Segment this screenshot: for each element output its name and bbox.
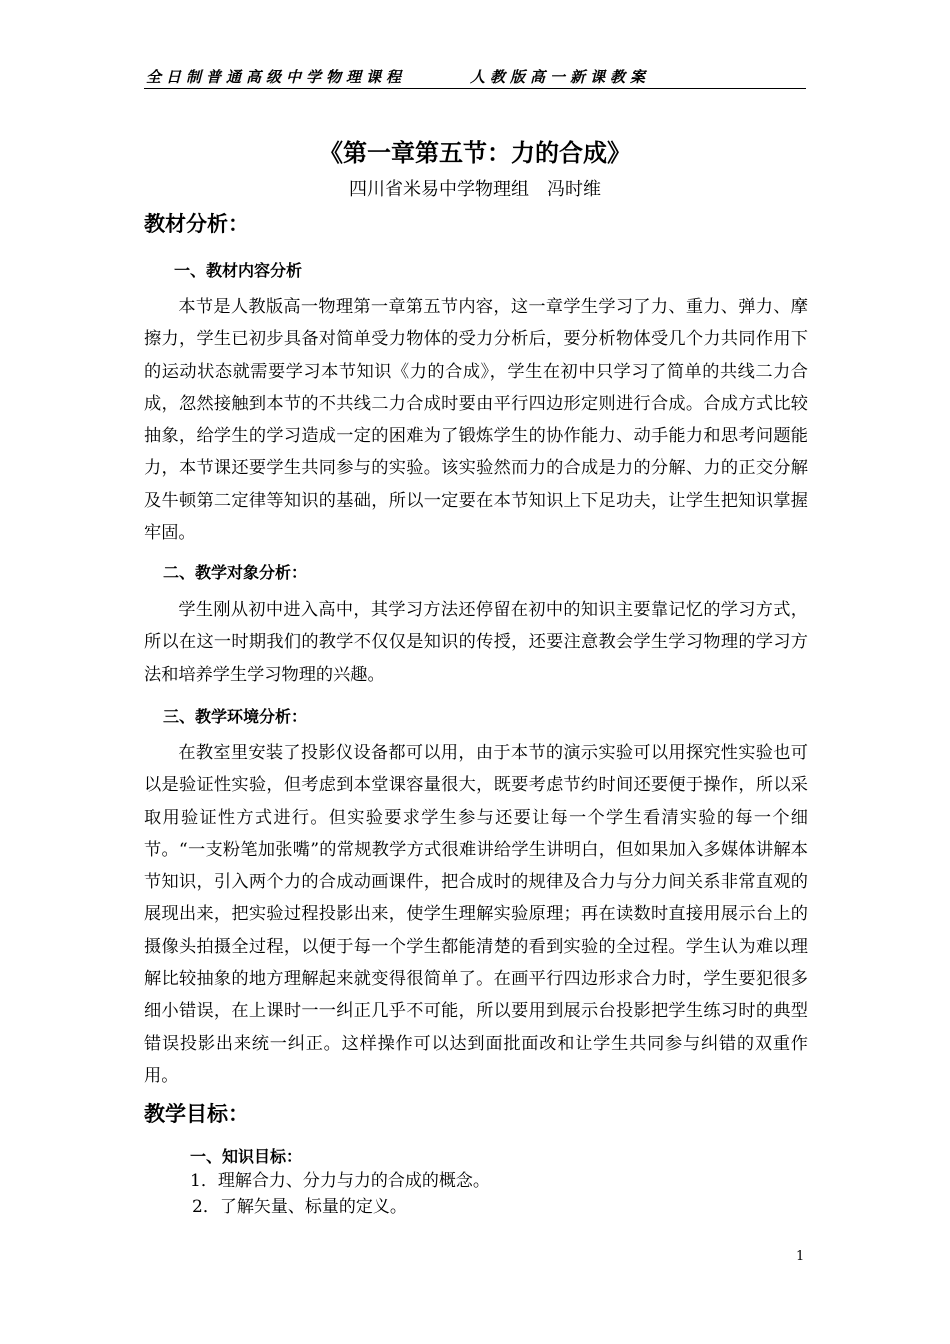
paragraph-content-analysis: 本节是人教版高一物理第一章第五节内容，这一章学生学习了力、重力、弹力、摩擦力，学生已初步具备对简单受力物体的受力分析后，要分析物体受几个力共同作用下的运动状态就需要学习本节知识《力的合成》，学生在初中只学习了简单的共线二力合成，忽然接触到本节的不共线二力合成时要由平行四边形定则进行合成。合成方式比较抽象，给学生的学习造成一定的困难为了锻炼学生的协作能力、动手能力和思考问题能力，本节课还要学生共同参与的实验。该实验然而力的合成是力的分解、力的正交分解及牛顿第二定律等知识的基础，所以一定要在本节知识上下足功夫，让学生把知识掌握牢固。: [144, 297, 808, 544]
header-course-name: 全日制普通高级中学物理课程: [146, 68, 407, 86]
subheading-environment-analysis: 三、教学环境分析：: [163, 707, 308, 726]
subheading-student-analysis: 二、教学对象分析：: [163, 563, 308, 582]
section-heading-teaching-goals: 教学目标：: [144, 1102, 249, 1126]
page-number: 1: [796, 1249, 805, 1264]
goal-item: 2．了解矢量、标量的定义。: [192, 1197, 407, 1217]
subheading-knowledge-goals: 一、知识目标：: [190, 1147, 303, 1166]
section-heading-textbook-analysis: 教材分析：: [144, 212, 249, 236]
document-title: 《第一章第五节：力的合成》: [319, 139, 631, 167]
author-line: 四川省米易中学物理组 冯时维: [349, 179, 601, 200]
paragraph-environment-analysis: 在教室里安装了投影仪设备都可以用，由于本节的演示实验可以用探究性实验也可以是验证性实验，但考虑到本堂课容量很大，既要考虑节约时间还要便于操作，所以采取用验证性方式进行。但实验要求学生参与还要让每一个学生看清实验的每一个细节。“一支粉笔加张嘴”的常规教学方式很难讲给学生讲明白，但如果加入多媒体讲解本节知识，引入两个力的合成动画课件，把合成时的规律及合力与分力间关系非常直观的展现出来，把实验过程投影出来，使学生理解实验原理；再在读数时直接用展示台上的摄像头拍摄全过程，以便于每一个学生都能清楚的看到实验的全过程。学生认为难以理解比较抽象的地方理解起来就变得很简单了。在画平行四边形求合力时，学生要犯很多细小错误，在上课时一一纠正几乎不可能，所以要用到展示台投影把学生练习时的典型错误投影出来统一纠正。这样操作可以达到面批面改和让学生共同参与纠错的双重作用。: [144, 743, 808, 1086]
header-edition: 人教版高一新课教案: [470, 68, 651, 86]
paragraph-student-analysis: 学生刚从初中进入高中，其学习方法还停留在初中的知识主要靠记忆的学习方式，所以在这一时期我们的教学不仅仅是知识的传授，还要注意教会学生学习物理的学习方法和培养学生学习物理的兴趣。: [144, 600, 808, 685]
goal-item: 1．理解合力、分力与力的合成的概念。: [190, 1171, 490, 1191]
subheading-content-analysis: 一、教材内容分析: [174, 261, 303, 280]
header-divider: [144, 88, 806, 89]
